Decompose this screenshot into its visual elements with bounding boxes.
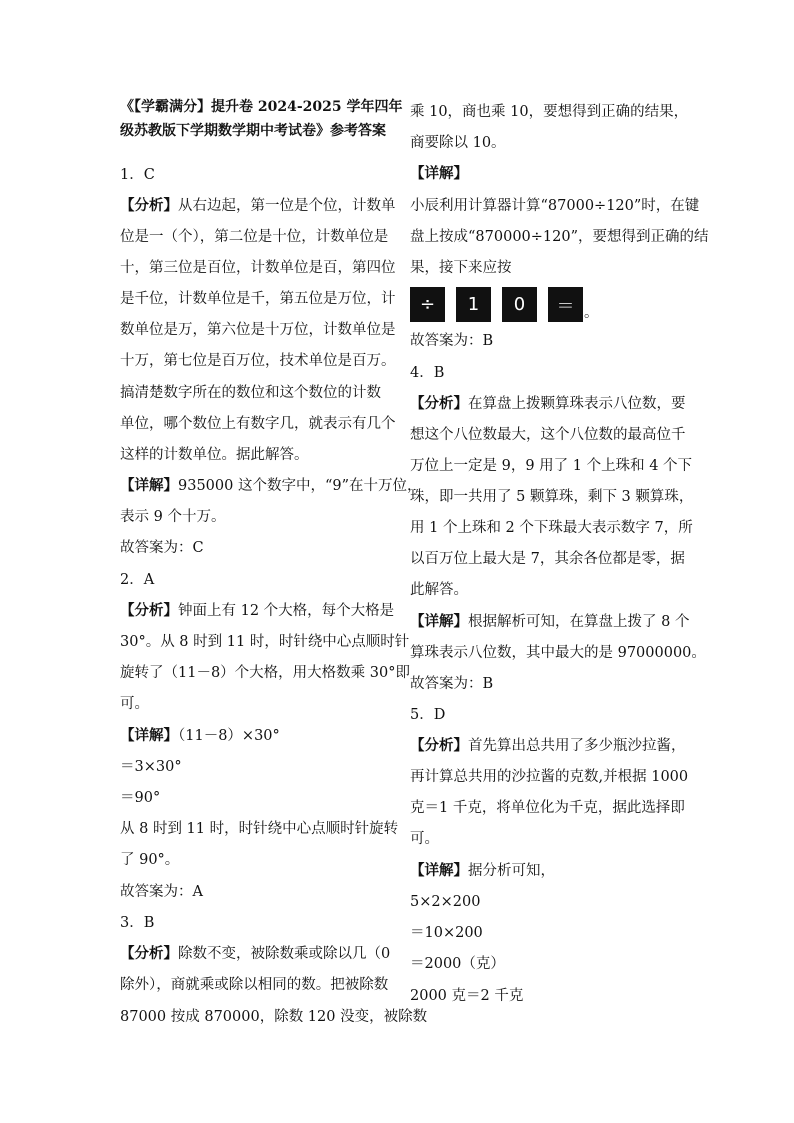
document-title-line-1: 《【学霸满分】提升卷 2024-2025 学年四年: [120, 99, 403, 115]
analysis-label: 【分析】: [410, 395, 468, 412]
detail-label: 【详解】: [410, 862, 468, 879]
q2-detail-line: 了 90°。: [120, 852, 180, 868]
q1-analysis-line: 十万，第七位是百万位，技术单位是百万。: [120, 353, 396, 369]
q1-analysis-line: 是千位，计数单位是千，第五位是万位，计: [120, 291, 396, 307]
q1-analysis-line: 【分析】从右边起，第一位是个位，计数单: [120, 197, 396, 214]
analysis-label: 【分析】: [120, 945, 178, 962]
divide-key: ÷: [410, 287, 445, 322]
q1-answer: 故答案为：C: [120, 540, 204, 556]
q4-analysis-line: 以百万位上最大是 7，其余各位都是零，据: [410, 551, 685, 567]
q5-detail-line: ＝2000（克）: [410, 956, 505, 972]
q1-analysis-line: 单位，哪个数位上有数字几，就表示有几个: [120, 416, 396, 432]
q1-analysis-line: 这样的计数单位。据此解答。: [120, 447, 309, 463]
detail-label: 【详解】: [120, 477, 178, 494]
analysis-label: 【分析】: [120, 197, 178, 214]
q4-analysis-line: 此解答。: [410, 582, 468, 598]
q1-number: 1．C: [120, 167, 155, 183]
q3-detail-line: 盘上按成“870000÷120”，要想得到正确的结: [410, 229, 709, 245]
q3-analysis-continued: 乘 10，商也乘 10，要想得到正确的结果，: [410, 104, 689, 120]
digit-zero-key: 0: [502, 287, 537, 322]
detail-label: 【详解】: [410, 613, 468, 630]
q5-number: 5．D: [410, 707, 446, 723]
analysis-label: 【分析】: [410, 737, 468, 754]
q2-detail-line: ＝90°: [120, 790, 161, 806]
q4-number: 4．B: [410, 365, 445, 381]
q3-analysis-line: 87000 按成 870000，除数 120 没变，被除数: [120, 1009, 428, 1025]
q3-analysis-continued: 商要除以 10。: [410, 135, 506, 151]
q3-detail-line: 果，接下来应按: [410, 260, 512, 276]
q4-analysis-line: 【分析】在算盘上拨颗算珠表示八位数，要: [410, 395, 686, 412]
q3-answer: 故答案为：B: [410, 333, 494, 349]
equals-key: ＝: [548, 287, 583, 322]
q1-analysis-line: 十，第三位是百位，计数单位是百，第四位: [120, 260, 396, 276]
q5-analysis-line: 【分析】首先算出总共用了多少瓶沙拉酱，: [410, 737, 686, 754]
q3-number: 3．B: [120, 915, 155, 931]
detail-label: 【详解】: [120, 727, 178, 744]
q2-detail-line: 【详解】（11－8）×30°: [120, 727, 280, 744]
sentence-period: 。: [584, 305, 599, 321]
q2-number: 2．A: [120, 572, 155, 588]
document-title-line-2: 级苏教版下学期数学期中考试卷》参考答案: [120, 123, 386, 139]
q5-detail-line: 2000 克＝2 千克: [410, 988, 524, 1004]
q2-analysis-line: 旋转了（11－8）个大格，用大格数乘 30°即: [120, 665, 410, 681]
q2-answer: 故答案为：A: [120, 884, 203, 900]
calculator-keys: [410, 286, 599, 322]
q2-detail-line: ＝3×30°: [120, 759, 182, 775]
q2-detail-line: 从 8 时到 11 时，时针绕中心点顺时针旋转: [120, 821, 399, 837]
q3-detail-line: 小辰利用计算器计算“87000÷120”时，在键: [410, 198, 700, 214]
q4-analysis-line: 想这个八位数最大，这个八位数的最高位千: [410, 427, 686, 443]
q1-analysis-line: 搞清楚数字所在的数位和这个数位的计数: [120, 385, 381, 401]
q2-analysis-line: 30°。从 8 时到 11 时，时针绕中心点顺时针: [120, 634, 410, 650]
q5-detail-line: ＝10×200: [410, 925, 483, 941]
q2-analysis-line: 可。: [120, 696, 149, 712]
q1-analysis-line: 位是一（个），第二位是十位，计数单位是: [120, 229, 389, 245]
q2-analysis-line: 【分析】钟面上有 12 个大格，每个大格是: [120, 602, 395, 619]
q4-detail-line: 算珠表示八位数，其中最大的是 97000000。: [410, 645, 706, 661]
q1-detail-line: 表示 9 个十万。: [120, 509, 226, 525]
digit-one-key: 1: [456, 287, 491, 322]
q5-detail-line: 【详解】据分析可知，: [410, 862, 555, 879]
q4-answer: 故答案为：B: [410, 676, 494, 692]
q4-analysis-line: 用 1 个上珠和 2 个下珠最大表示数字 7，所: [410, 520, 693, 536]
q3-analysis-line: 【分析】除数不变，被除数乘或除以几（0: [120, 945, 391, 962]
q1-analysis-line: 数单位是万，第六位是十万位，计数单位是: [120, 322, 396, 338]
q5-analysis-line: 再计算总共用的沙拉酱的克数,并根据 1000: [410, 769, 689, 785]
analysis-label: 【分析】: [120, 602, 178, 619]
q5-detail-line: 5×2×200: [410, 894, 481, 910]
q5-analysis-line: 可。: [410, 831, 439, 847]
q1-detail-line: 【详解】935000 这个数字中，“9”在十万位，: [120, 477, 422, 494]
q3-analysis-line: 除外），商就乘或除以相同的数。把被除数: [120, 977, 389, 993]
detail-label: 【详解】: [410, 165, 468, 182]
q4-analysis-line: 万位上一定是 9，9 用了 1 个上珠和 4 个下: [410, 458, 693, 474]
q4-detail-line: 【详解】根据解析可知，在算盘上拨了 8 个: [410, 613, 690, 630]
q5-analysis-line: 克＝1 千克，将单位化为千克，据此选择即: [410, 800, 685, 816]
q4-analysis-line: 珠，即一共用了 5 颗算珠，剩下 3 颗算珠，: [410, 489, 694, 505]
